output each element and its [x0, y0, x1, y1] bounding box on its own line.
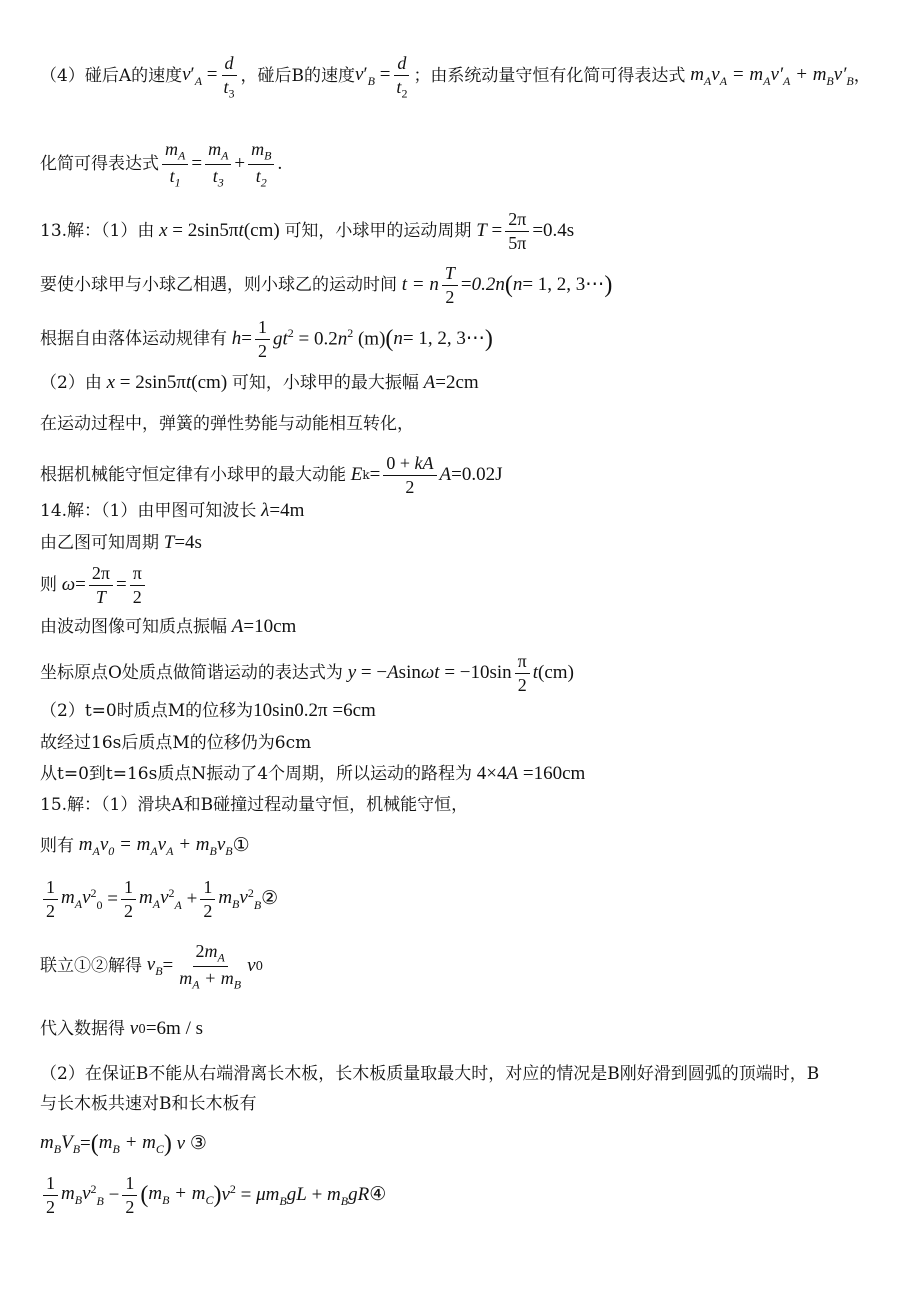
value-time: 0.2n	[471, 273, 505, 295]
text: ，	[853, 66, 871, 87]
text: 由乙图可知周期	[40, 533, 159, 554]
line-13-4: （2）由 x = 2sin5πt(cm) 可知，小球甲的最大振幅 A = 2cm	[40, 372, 479, 394]
text: 由波动图像可知质点振幅	[40, 617, 227, 638]
line-13-3: 根据自由落体运动规律有 h = $\frac{1}{2}$ $gt^2 = 0.2n^2$ (m) ( n = 1, 2, 3⋯ )	[40, 317, 493, 361]
text: 则	[40, 574, 57, 595]
text: 15.解：（1）滑块A和B碰撞过程动量守恒，机械能守恒，	[40, 795, 469, 815]
marker-3: ③	[189, 1132, 207, 1154]
fraction: $\frac{d}{t_2}$	[396, 53, 408, 101]
line-13-2: 要使小球甲与小球乙相遇，则小球乙的运动时间 t = n $\frac{T}{2}$ = 0.2n ( n = 1, 2, 3⋯ )	[40, 263, 613, 307]
text: 故经过16s后质点M的位移仍为6cm	[40, 733, 312, 753]
text: 与长木板共速对B和长木板有	[40, 1094, 257, 1114]
line-14-6: （2）t=0时质点M的位移为 10sin0.2π = 6cm	[40, 700, 376, 722]
line-14-4: 由波动图像可知质点振幅 A = 10cm	[40, 616, 297, 638]
line-14-2: 由乙图可知周期 T = 4s	[40, 532, 202, 554]
text: 化简可得表达式	[40, 153, 159, 174]
value-energy: 0.02J	[461, 463, 503, 485]
text: 要使小球甲与小球乙相遇，则小球乙的运动时间	[40, 274, 397, 295]
line-15-3: $\frac{1}{2}$ $m_Av$ $^2_0$ = $\frac{1}{2}$ $m_Av$ $^2_A$ + $\frac{1}{2}$ $m_Bv$ $^2_B$ ②	[40, 876, 870, 922]
text: 13.解：（1）由	[40, 220, 155, 241]
line-14-1: 14.解：（1）由甲图可知波长 λ = 4m	[40, 500, 305, 522]
fraction: $\frac{d}{t_3}$	[223, 53, 235, 101]
value-v0: 6m / s	[156, 1018, 203, 1039]
marker-2: ②	[261, 887, 279, 909]
line-15-9: $\frac{1}{2}$ $m_Bv$ $^2_B$ − $\frac{1}{2}$ ( $m_B + m_C$ ) v $^2 = \mu m_BgL + m_BgR$ ④	[40, 1172, 870, 1218]
text: 可知，小球甲的运动周期	[284, 220, 472, 241]
text: （2）在保证B不能从右端滑离长木板，长木板质量取最大时，对应的情况是B刚好滑到圆弧的顶端时，B	[40, 1064, 820, 1084]
value-amplitude: 2cm	[445, 372, 479, 393]
line-expression: 化简可得表达式 $\frac{m_A}{t_1}$ = $\frac{m_A}{t_3}$ + $\frac{m_B}{t_2}$ .	[40, 139, 283, 190]
text: 联立①②解得	[40, 955, 142, 976]
line-14-5: 坐标原点O处质点做简谐运动的表达式为 y = −Asinωt = −10sin $\frac{\pi}{2}$ t (cm)	[40, 651, 574, 695]
text: ；由系统动量守恒有化简可得表达式	[413, 66, 686, 87]
text: 在运动过程中，弹簧的弹性势能与动能相互转化，	[40, 414, 414, 434]
text: （2）t=0时质点M的位移为	[40, 701, 254, 722]
marker-1: ①	[232, 834, 250, 856]
value-period2: 4s	[185, 532, 202, 553]
marker-4: ④	[369, 1183, 387, 1205]
text: 14.解：（1）由甲图可知波长	[40, 501, 257, 522]
line-14-8: 从t=0到t=16s质点N振动了4个周期，所以运动的路程为 4×4A = 160cm	[40, 763, 586, 785]
text: （4）碰后A的速度	[40, 66, 183, 87]
value-lambda: 4m	[280, 500, 305, 521]
line-13-1: 13.解：（1）由 x = 2sin5πt(cm) 可知，小球甲的运动周期 T = $\frac{2\pi}{5\pi}$ = 0.4s	[40, 209, 575, 253]
text: 代入数据得	[40, 1019, 125, 1040]
text: 坐标原点O处质点做简谐运动的表达式为	[40, 662, 343, 683]
line-13-6: 根据机械能守恒定律有小球甲的最大动能 E k = $\frac{0 + kA}{2}$ A = 0.02J	[40, 453, 503, 497]
line-15-1	[40, 795, 870, 815]
line-15-4: 联立①②解得 $v_B$ = $\frac{2m_A}{m_A + m_B}$ v 0	[40, 941, 264, 992]
text: 根据机械能守恒定律有小球甲的最大动能	[40, 464, 346, 485]
text: 根据自由落体运动规律有	[40, 328, 227, 349]
value-period: 0.4s	[543, 219, 575, 241]
text: （2）由	[40, 373, 102, 394]
line-15-6	[40, 1064, 870, 1084]
text: ，碰后B的速度	[240, 66, 356, 87]
value-displacement: 6cm	[343, 700, 376, 721]
value-path: 160cm	[533, 763, 586, 784]
line-14-3: 则 ω = $\frac{2\pi}{T}$ = $\frac{\pi}{2}$	[40, 562, 870, 608]
line-15-7	[40, 1094, 870, 1114]
line-15-8: $m_BV_B$ = ( $m_B + m_C$ ) v ③	[40, 1131, 207, 1158]
line-15-2: 则有 $m_Av_0 = m_Av_A + m_Bv_B$ ①	[40, 834, 250, 858]
text: 则有	[40, 835, 74, 856]
line-14-7	[40, 733, 870, 753]
value-amplitude-b: 10cm	[254, 616, 297, 637]
text: 从t=0到t=16s质点N振动了4个周期，所以运动的路程为	[40, 764, 473, 785]
line-13-5	[40, 414, 870, 434]
text: 可知，小球甲的最大振幅	[231, 373, 419, 394]
line-15-5: 代入数据得 v 0 = 6m / s	[40, 1018, 203, 1040]
line-4: （4）碰后A的速度 $v'_A$ = $\frac{d}{t_3}$ ，碰后B的速度 $v'_B$ = $\frac{d}{t_2}$ ；由系统动量守恒有化简可得表达式 $m_Av_A = m_Av'_A + m_Bv'_B$ ，	[40, 53, 871, 101]
